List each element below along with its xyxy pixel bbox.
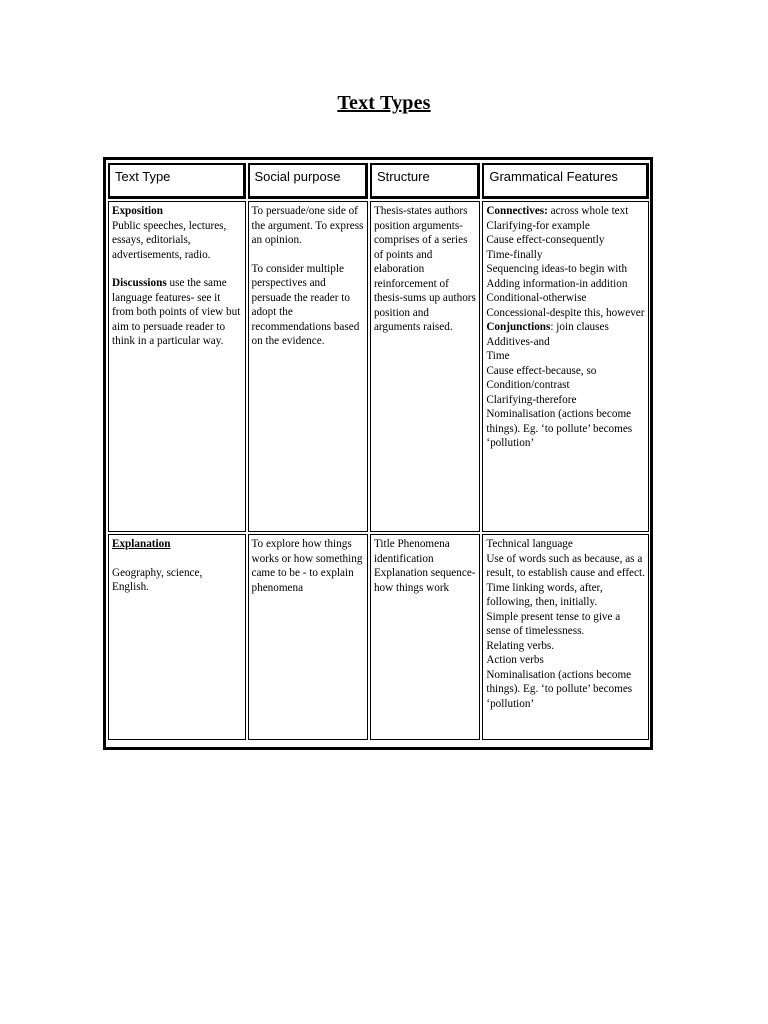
feature-line: Clarifying-for example xyxy=(486,219,590,232)
feature-line: Nominalisation (actions become things). Eg. ‘to pollute’ becomes ‘pollution’ xyxy=(486,408,633,449)
feature-line: Condition/contrast xyxy=(486,379,570,391)
feature-line: Action verbs xyxy=(486,654,544,666)
cell-text-type xyxy=(108,534,246,740)
feature-line: Simple present tense to give a sense of timelessness. xyxy=(486,610,621,637)
page-title: Text Types xyxy=(337,92,431,114)
table-row-exposition xyxy=(108,201,649,532)
header-text-type: Text Type xyxy=(108,163,246,199)
feature-line: Cause effect-consequently xyxy=(486,234,605,246)
feature-line: Conditional-otherwise xyxy=(486,292,587,304)
exposition-examples: Public speeches, lectures, essays, editorials, advertisements, radio. xyxy=(112,219,227,261)
explanation-heading: Explanation xyxy=(112,538,171,550)
feature-line: Clarifying-therefore xyxy=(486,393,577,406)
feature-line: Technical language xyxy=(486,538,573,550)
feature-line: Sequencing ideas-to begin with xyxy=(486,263,628,275)
cell-structure: Thesis-states authors position arguments- comprises of a series of points and elaboration reinforcement of thesis-sums up authors position and arguments raised. xyxy=(370,201,480,532)
feature-line: Time-finally xyxy=(486,248,543,261)
feature-line: Additives-and xyxy=(486,335,550,348)
feature-line: Concessional-despite this, however xyxy=(486,306,645,319)
connectives-text: across whole text xyxy=(547,205,629,217)
cell-structure: Title Phenomena identification Explanation sequence-how things work xyxy=(370,534,480,740)
feature-line: Time xyxy=(486,350,510,362)
feature-line: Cause effect-because, so xyxy=(486,364,597,377)
text-types-table xyxy=(106,161,651,742)
feature-line: Adding information-in addition xyxy=(486,277,628,290)
cell-social-purpose xyxy=(248,201,368,532)
discussions-purpose: To consider multiple perspectives and persuade the reader to adopt the recommendations based on the evidence. xyxy=(251,262,360,347)
cell-text-type xyxy=(108,201,246,532)
discussions-description: use the same language features- see it from both points of view but aim to persuade reader to think in a particular way. xyxy=(112,277,241,347)
explanation-examples: Geography, science, English. xyxy=(112,566,203,593)
feature-line: Nominalisation (actions become things). Eg. ‘to pollute’ becomes ‘pollution’ xyxy=(486,668,633,710)
header-structure: Structure xyxy=(370,163,480,199)
header-social-purpose: Social purpose xyxy=(248,163,368,199)
exposition-purpose: To persuade/one side of the argument. To express an opinion. xyxy=(251,205,364,246)
cell-social-purpose: To explore how things works or how something came to be - to explain phenomena xyxy=(248,534,368,740)
feature-line: Time linking words, after, following, then, initially. xyxy=(486,581,603,608)
cell-grammatical-features xyxy=(482,534,649,740)
table-row-explanation xyxy=(108,534,649,740)
table-header-row xyxy=(108,163,649,199)
discussions-heading: Discussions xyxy=(112,277,167,289)
feature-line: Relating verbs. xyxy=(486,639,555,652)
cell-grammatical-features xyxy=(482,201,649,532)
conjunctions-text: : join clauses xyxy=(550,321,609,333)
connectives-label: Connectives: xyxy=(486,205,548,217)
exposition-heading: Exposition xyxy=(112,205,163,217)
feature-line: Use of words such as because, as a result, to establish cause and effect. xyxy=(486,552,645,579)
header-grammatical-features: Grammatical Features xyxy=(482,163,649,199)
conjunctions-label: Conjunctions xyxy=(486,321,551,333)
